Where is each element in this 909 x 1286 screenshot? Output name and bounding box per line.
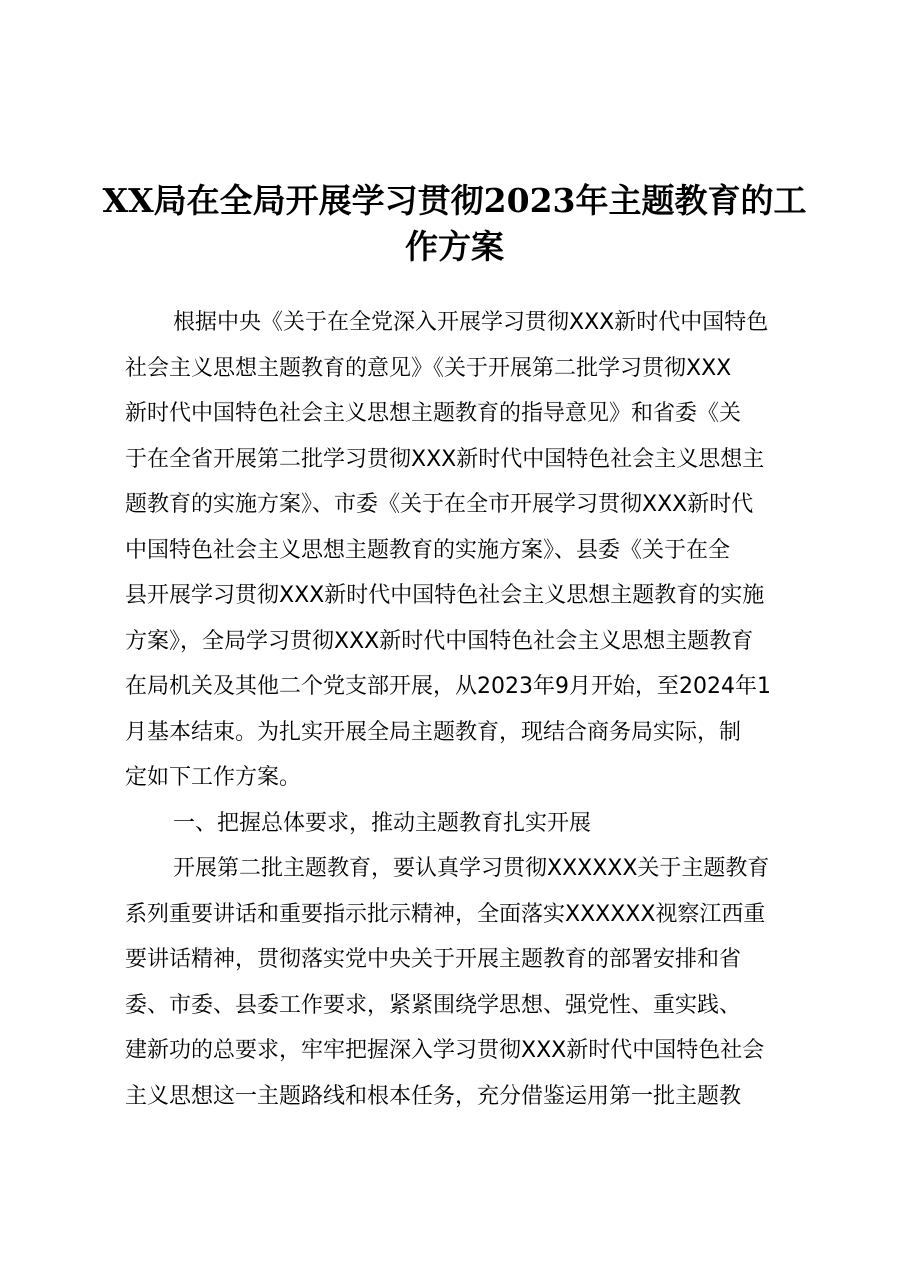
body-line: 新时代中国特色社会主义思想主题教育的指导意见》和省委《关 bbox=[125, 401, 742, 426]
body-line: 题教育的实施方案》、市委《关于在全市开展学习贯彻XXX新时代 bbox=[125, 492, 754, 517]
document-body bbox=[125, 300, 825, 1119]
body-line: 建新功的总要求，牢牢把握深入学习贯彻XXX新时代中国特色社会 bbox=[125, 1038, 765, 1063]
body-line: 在局机关及其他二个党支部开展，从2023年9月开始，至2024年1 bbox=[125, 674, 771, 699]
body-line: 于在全省开展第二批学习贯彻XXX新时代中国特色社会主义思想主 bbox=[125, 446, 765, 472]
document-title bbox=[100, 178, 809, 270]
body-line: 主义思想这一主题路线和根本任务，充分借鉴运用第一批主题教 bbox=[125, 1083, 742, 1109]
body-line: 系列重要讲话和重要指示批示精神，全面落实XXXXXX视察江西重 bbox=[125, 901, 766, 927]
body-line: 定如下工作方案。 bbox=[125, 765, 302, 790]
title-line-2: 作方案 bbox=[405, 227, 504, 266]
body-line: 县开展学习贯彻XXX新时代中国特色社会主义思想主题教育的实施 bbox=[125, 583, 765, 608]
body-line: 要讲话精神，贯彻落实党中央关于开展主题教育的部署安排和省 bbox=[125, 947, 742, 972]
body-line: 开展第二批主题教育，要认真学习贯彻XXXXXX关于主题教育 bbox=[173, 856, 770, 881]
body-line: 中国特色社会主义思想主题教育的实施方案》、县委《关于在全 bbox=[125, 537, 731, 563]
title-line-1: XX局在全局开展学习贯彻2023年主题教育的工 bbox=[102, 181, 807, 220]
body-line: 社会主义思想主题教育的意见》《关于开展第二批学习贯彻XXX bbox=[125, 355, 732, 381]
body-line: 月基本结束。为扎实开展全局主题教育，现结合商务局实际，制 bbox=[125, 719, 742, 745]
body-line: 一、把握总体要求，推动主题教育扎实开展 bbox=[173, 810, 592, 836]
body-line: 根据中央《关于在全党深入开展学习贯彻XXX新时代中国特色 bbox=[173, 310, 769, 335]
body-line: 方案》，全局学习贯彻XXX新时代中国特色社会主义思想主题教育 bbox=[125, 628, 754, 654]
body-line: 委、市委、县委工作要求，紧紧围绕学思想、强党性、重实践、 bbox=[125, 992, 742, 1018]
